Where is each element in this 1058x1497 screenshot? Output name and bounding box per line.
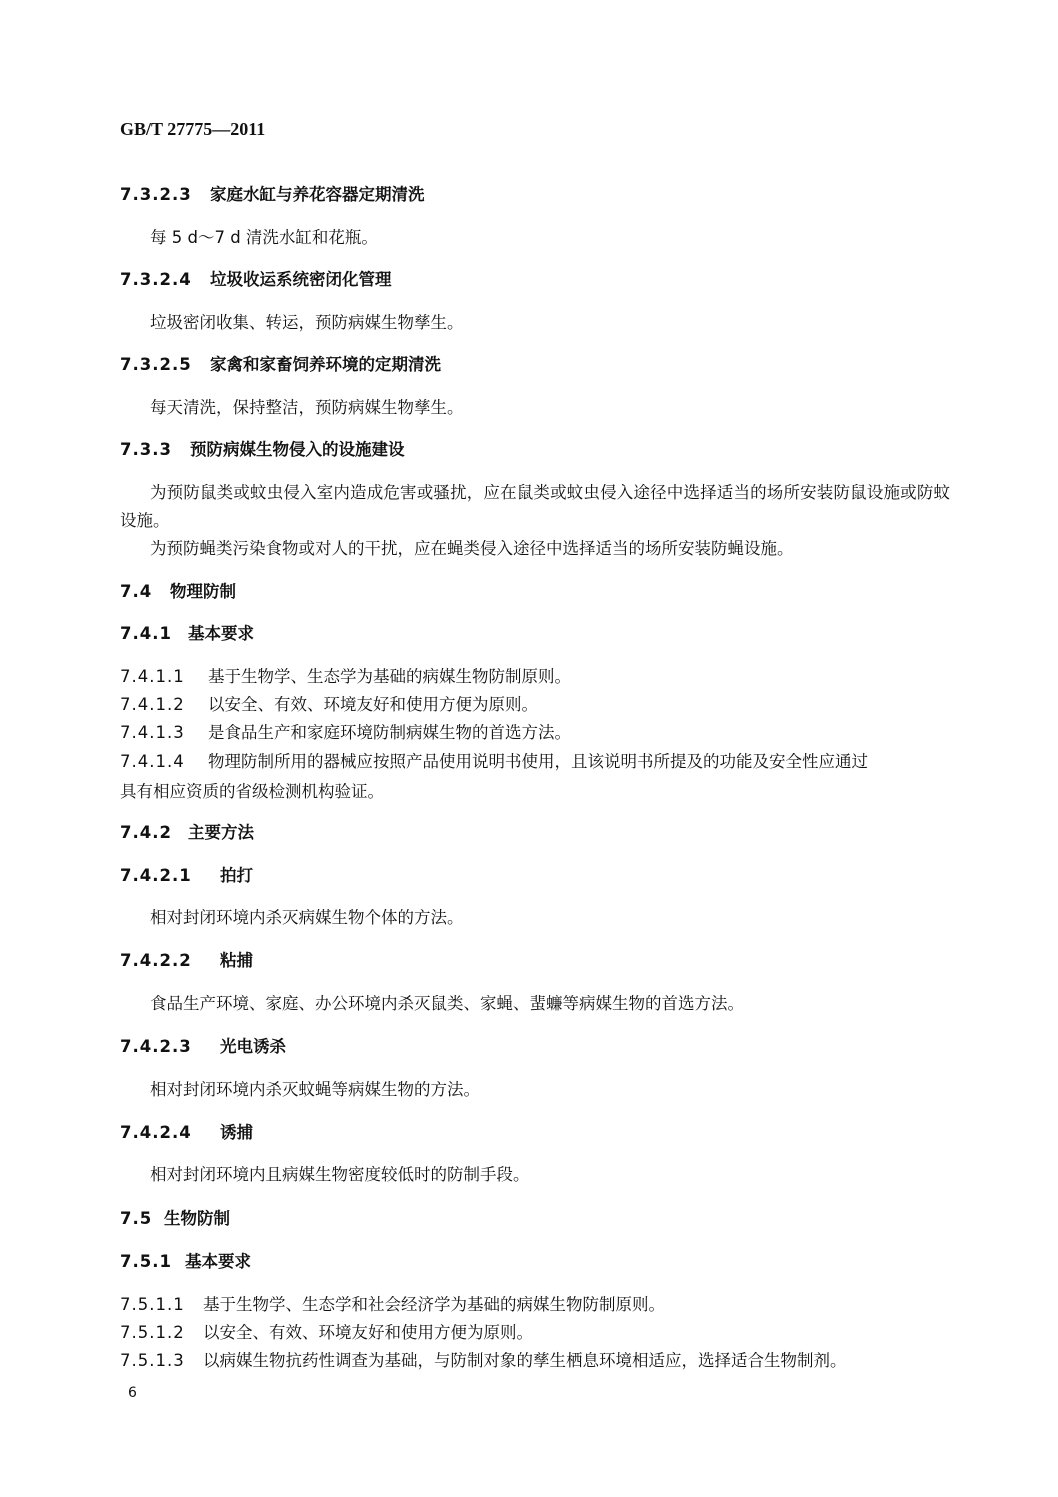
list-item xyxy=(120,722,571,744)
section-title: 基本要求 xyxy=(185,1252,251,1271)
section-title: 诱捕 xyxy=(220,1123,253,1142)
section-heading xyxy=(120,1251,251,1273)
section-body: 相对封闭环境内杀灭病媒生物个体的方法。 xyxy=(150,908,464,927)
item-number: 7.5.1.2 xyxy=(120,1323,185,1342)
section-title: 光电诱杀 xyxy=(220,1037,286,1056)
section-number: 7.3.3 xyxy=(120,440,172,459)
section-body: 相对封闭环境内杀灭蚊蝇等病媒生物的方法。 xyxy=(150,1080,480,1099)
item-text: 基于生物学、生态学为基础的病媒生物防制原则。 xyxy=(208,667,571,686)
section-body: 垃圾密闭收集、转运，预防病媒生物孳生。 xyxy=(150,313,464,332)
section-number: 7.4.2 xyxy=(120,823,172,842)
item-number: 7.4.1.2 xyxy=(120,695,185,714)
list-item xyxy=(120,1322,533,1344)
item-number: 7.5.1.3 xyxy=(120,1351,185,1370)
list-item xyxy=(120,751,868,773)
item-number: 7.5.1.1 xyxy=(120,1295,185,1314)
item-text: 以安全、有效、环境友好和使用方便为原则。 xyxy=(208,695,538,714)
section-body: 食品生产环境、家庭、办公环境内杀灭鼠类、家蝇、蜚蠊等病媒生物的首选方法。 xyxy=(150,994,744,1013)
section-heading xyxy=(120,184,425,206)
section-title: 基本要求 xyxy=(188,624,254,643)
item-text: 基于生物学、生态学和社会经济学为基础的病媒生物防制原则。 xyxy=(203,1295,665,1314)
section-title: 生物防制 xyxy=(164,1209,230,1228)
section-body: 相对封闭环境内且病媒生物密度较低时的防制手段。 xyxy=(150,1165,530,1184)
section-title: 预防病媒生物侵入的设施建设 xyxy=(190,440,405,459)
section-body: 每天清洗，保持整洁，预防病媒生物孳生。 xyxy=(150,398,464,417)
section-number: 7.4.1 xyxy=(120,624,172,643)
item-number: 7.4.1.3 xyxy=(120,723,185,742)
item-text: 是食品生产和家庭环境防制病媒生物的首选方法。 xyxy=(208,723,571,742)
section-heading xyxy=(120,439,405,461)
item-text: 以安全、有效、环境友好和使用方便为原则。 xyxy=(203,1323,533,1342)
section-title: 粘捕 xyxy=(220,951,253,970)
section-number: 7.5.1 xyxy=(120,1252,172,1271)
section-number: 7.4 xyxy=(120,582,153,601)
paragraph: 为预防蝇类污染食物或对人的干扰，应在蝇类侵入途径中选择适当的场所安装防蝇设施。 xyxy=(150,539,794,558)
section-title: 家庭水缸与养花容器定期清洗 xyxy=(210,185,425,204)
section-number: 7.3.2.4 xyxy=(120,270,192,289)
list-item xyxy=(120,1350,847,1372)
standard-number: GB/T 27775—2011 xyxy=(120,119,266,139)
section-number: 7.4.2.4 xyxy=(120,1123,192,1142)
section-title: 拍打 xyxy=(220,866,253,885)
section-title: 家禽和家畜饲养环境的定期清洗 xyxy=(210,355,441,374)
section-number: 7.4.2.2 xyxy=(120,951,192,970)
section-title: 主要方法 xyxy=(188,823,254,842)
list-item xyxy=(120,1294,665,1316)
paragraph: 为预防鼠类或蚊虫侵入室内造成危害或骚扰，应在鼠类或蚊虫侵入途径中选择适当的场所安装防鼠设施或防蚊设施。 xyxy=(120,483,950,530)
section-heading xyxy=(120,581,236,603)
section-heading xyxy=(120,269,392,291)
section-heading xyxy=(120,822,254,844)
page-number: 6 xyxy=(128,1385,137,1401)
section-heading xyxy=(120,354,441,376)
section-number: 7.3.2.5 xyxy=(120,355,192,374)
section-title: 垃圾收运系统密闭化管理 xyxy=(210,270,392,289)
section-heading xyxy=(120,623,254,645)
item-number: 7.4.1.1 xyxy=(120,667,185,686)
item-text: 物理防制所用的器械应按照产品使用说明书使用，且该说明书所提及的功能及安全性应通过 xyxy=(208,752,868,771)
section-heading xyxy=(120,1122,253,1144)
section-number: 7.4.2.3 xyxy=(120,1037,192,1056)
section-number: 7.4.2.1 xyxy=(120,866,192,885)
section-heading xyxy=(120,1208,230,1230)
list-item xyxy=(120,694,538,716)
item-continuation: 具有相应资质的省级检测机构验证。 xyxy=(120,782,384,801)
section-heading xyxy=(120,1036,286,1058)
section-heading xyxy=(120,950,253,972)
list-item xyxy=(120,666,571,688)
section-title: 物理防制 xyxy=(170,582,236,601)
item-number: 7.4.1.4 xyxy=(120,752,185,771)
section-body: 每 5 d～7 d 清洗水缸和花瓶。 xyxy=(150,228,378,247)
section-number: 7.5 xyxy=(120,1209,153,1228)
section-number: 7.3.2.3 xyxy=(120,185,192,204)
section-heading xyxy=(120,865,253,887)
item-text: 以病媒生物抗药性调查为基础，与防制对象的孳生栖息环境相适应，选择适合生物制剂。 xyxy=(203,1351,847,1370)
